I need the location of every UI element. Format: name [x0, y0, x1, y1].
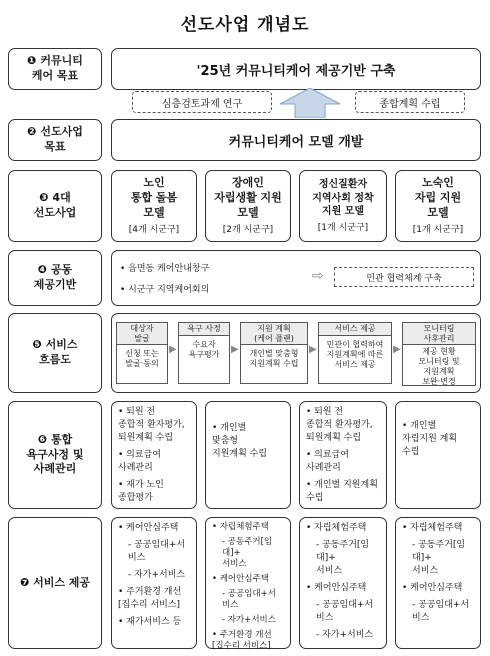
case-item: • 퇴원 전 종합적 환자평가, 퇴원계획 수립	[306, 407, 373, 444]
flow-step-identification	[116, 322, 168, 384]
shared-base-item: • 시군구 지역케어회의	[120, 285, 210, 295]
service-col-elderly	[111, 517, 197, 649]
flow-step-service-delivery	[318, 322, 392, 384]
service-item: • 주거환경 개선 [집수리 서비스]	[118, 587, 182, 611]
flow-step-head: 모니터링 사후관리	[403, 323, 475, 345]
project-note: [1개 시군구]	[412, 224, 464, 235]
case-item: • 개인별 지원계획 수립	[306, 480, 378, 504]
flow-step-head: 대상자 발굴	[117, 323, 167, 345]
project-name: 장애인 자립생활 지원 모델	[214, 176, 282, 219]
project-name: 노숙인 자립 지원 모델	[414, 176, 462, 219]
right-arrow-icon: ⇨	[312, 268, 324, 284]
service-item: • 케어안심주택	[118, 523, 179, 533]
shared-base-item: • 읍면동 케어안내창구	[120, 264, 210, 274]
flow-arrow-icon: ▶	[231, 344, 239, 355]
case-item: • 재가 노인 종합평가	[118, 480, 164, 504]
service-subitem: - 공공임대+서비스	[222, 589, 276, 611]
service-subitem: - 공공임대+서비스	[412, 600, 470, 624]
flow-step-body: 개인별 맞춤형 지원계획 수립	[249, 349, 299, 369]
shared-base-box	[111, 250, 481, 306]
service-subitem: - 공동주거[임대]+ 서비스	[316, 540, 370, 577]
flow-step-body: 민관이 협력하여 지원계획에 따른 서비스 제공	[326, 339, 384, 369]
flow-step-head: 서비스 제공	[319, 323, 391, 336]
service-item: • 자립체험주택	[402, 523, 463, 533]
project-name: 노인 통합 돌봄 모델	[130, 176, 178, 219]
project-homeless	[395, 170, 481, 242]
project-elderly	[111, 170, 197, 242]
row-label-community-care-goal: ❶ 커뮤니티 케어 목표	[8, 48, 102, 90]
service-subitem: - 공동주거[임대]+ 서비스	[222, 537, 273, 570]
in-depth-research-box: 심층검토과제 연구	[132, 91, 272, 113]
case-col-homeless	[395, 401, 481, 509]
service-subitem: - 공공임대+서비스	[316, 600, 374, 624]
service-subitem: - 자가+서비스	[222, 615, 276, 626]
service-item: • 재가서비스 등	[118, 617, 182, 628]
row-label-case-management: ❻ 통합 욕구사정 및 사례관리	[8, 401, 102, 509]
row-label-service-flow: ❺ 서비스 흐름도	[8, 313, 102, 393]
service-col-mental-illness	[299, 517, 387, 649]
case-item: • 퇴원 전 종합적 환자평가, 퇴원계획 수립	[118, 407, 185, 444]
case-col-disabled	[205, 401, 291, 509]
service-item: • 케어안심주택	[212, 574, 269, 585]
service-subitem: - 공공임대+서비스	[128, 540, 186, 564]
case-col-elderly	[111, 401, 197, 509]
project-mental-illness	[299, 170, 387, 242]
row-label-pilot-goal: ❷ 선도사업 목표	[8, 119, 102, 161]
flow-step-care-plan	[240, 322, 308, 384]
case-col-mental-illness	[299, 401, 387, 509]
flow-arrow-icon: ▶	[309, 344, 317, 355]
flow-step-monitoring	[402, 322, 476, 386]
flow-step-head: 욕구 사정	[179, 323, 229, 336]
service-item: • 케어안심주택	[306, 583, 367, 594]
service-col-disabled	[205, 517, 291, 652]
row-label-shared-base: ❹ 공동 제공기반	[8, 250, 102, 306]
up-arrow-icon	[278, 88, 342, 118]
service-subitem: - 공동주거[임대]+ 서비스	[412, 540, 466, 577]
flow-step-body: 신청 또는 발굴·동의	[125, 349, 159, 369]
case-item: • 개인별 맞춤형 지원계획 수립	[212, 423, 268, 460]
service-flow-box	[111, 313, 481, 393]
case-item: • 의료급여 사례관리	[118, 450, 161, 474]
project-name: 정신질환자 지역사회 정착 지원 모델	[312, 179, 374, 218]
row-label-service-delivery: ❼ 서비스 제공	[8, 517, 102, 649]
pilot-goal-box: 커뮤니티케어 모델 개발	[111, 119, 481, 161]
flow-step-body: 수요자 욕구평가	[188, 339, 220, 359]
service-item: • 자립체험주택	[306, 523, 367, 533]
service-item: • 주거환경 개선 [집수리 서비스]	[212, 630, 272, 652]
service-item: • 케어안심주택	[402, 583, 463, 594]
flow-step-head: 지원 계획 (케어 플랜)	[241, 323, 307, 345]
flow-step-body: 제공 현황 모니터링 및 지원계획 보완·변경	[418, 347, 460, 387]
flow-arrow-icon: ▶	[169, 344, 177, 355]
community-care-goal-box: '25년 커뮤니티케어 제공기반 구축	[111, 48, 481, 90]
row-label-four-pilots: ❸ 4대 선도사업	[8, 170, 102, 242]
master-plan-box: 종합계획 수립	[355, 91, 465, 113]
project-note: [4개 시군구]	[128, 224, 180, 235]
service-col-homeless	[395, 517, 481, 649]
service-subitem: - 자가+서비스	[128, 570, 186, 581]
case-item: • 개인별 자립지원 계획 수립	[402, 421, 458, 458]
service-item: • 자립체험주택	[212, 522, 269, 532]
public-private-cooperation-box: 민관 협력체계 구축	[334, 267, 474, 287]
project-note: [2개 시군구]	[222, 224, 274, 235]
flow-arrow-icon: ▶	[393, 344, 401, 355]
flow-step-needs-assessment	[178, 322, 230, 384]
case-item: • 의료급여 사례관리	[306, 450, 349, 474]
project-disabled	[205, 170, 291, 242]
page-title: 선도사업 개념도	[180, 15, 310, 35]
service-subitem: - 자가+서비스	[316, 630, 374, 641]
project-note: [1개 시군구]	[317, 222, 369, 233]
